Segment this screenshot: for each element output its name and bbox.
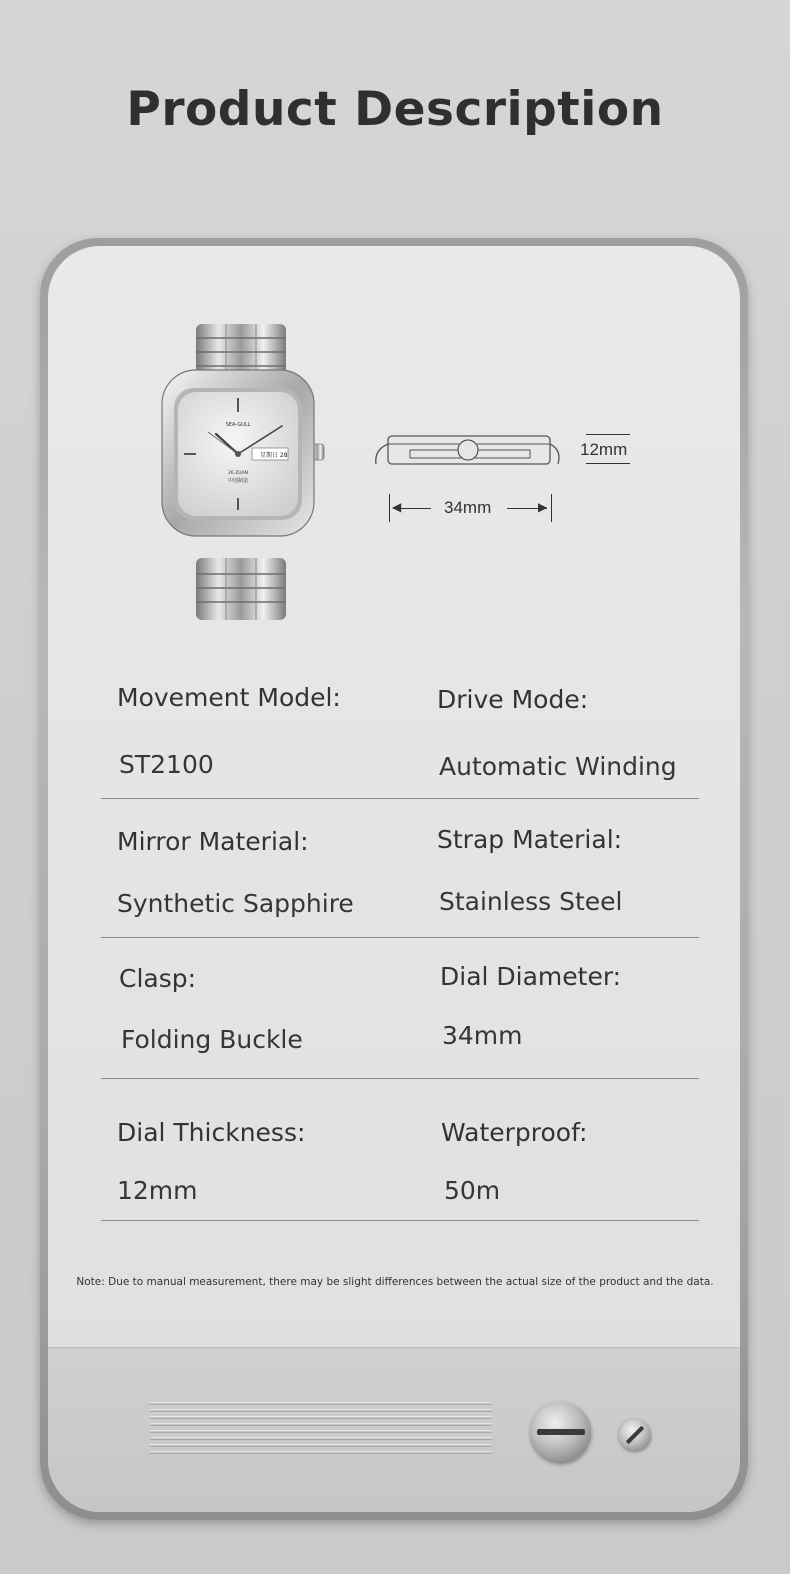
spec-label-clasp: Clasp: — [119, 964, 197, 993]
height-dimension-line-top — [586, 434, 630, 435]
screw-icon — [531, 1402, 591, 1462]
height-dimension-label: 12mm — [580, 440, 628, 459]
spec-value-clasp: Folding Buckle — [121, 1025, 303, 1054]
dial-brand: SEA-GULL — [225, 422, 251, 428]
spec-value-waterproof: 50m — [444, 1176, 501, 1205]
page-title: Product Description — [126, 82, 664, 137]
arrow-left-icon: ◀ — [392, 500, 402, 514]
spec-value-strap-material: Stainless Steel — [439, 887, 623, 916]
vent-grille-icon — [150, 1402, 492, 1464]
divider — [101, 1078, 699, 1079]
divider — [101, 937, 699, 938]
width-dimension-tick-right — [551, 494, 552, 522]
width-dimension-tick-left — [389, 494, 390, 522]
spec-label-mirror-material: Mirror Material: — [117, 827, 309, 856]
spec-label-dial-diameter: Dial Diameter: — [440, 962, 622, 991]
spec-label-drive-mode: Drive Mode: — [437, 685, 589, 714]
spec-value-dial-thickness: 12mm — [117, 1176, 198, 1205]
divider — [101, 1220, 699, 1221]
height-dimension-line-bottom — [586, 463, 630, 464]
spec-value-movement-model: ST2100 — [119, 750, 214, 779]
spec-label-movement-model: Movement Model: — [117, 683, 341, 712]
measurement-note: Note: Due to manual measurement, there may be slight differences between the actual size of the product and the data. — [76, 1276, 714, 1288]
dial-line2: 中国制造 — [227, 478, 249, 484]
dial-calendar: 星期日 28 — [260, 452, 288, 459]
divider — [101, 798, 699, 799]
arrow-right-icon: ▶ — [538, 500, 548, 514]
screw-small-icon — [619, 1419, 651, 1451]
spec-label-waterproof: Waterproof: — [441, 1118, 588, 1147]
spec-value-mirror-material: Synthetic Sapphire — [117, 889, 354, 918]
watch-image — [160, 322, 326, 624]
spec-value-drive-mode: Automatic Winding — [439, 752, 677, 781]
spec-value-dial-diameter: 34mm — [442, 1021, 523, 1050]
width-dimension-label: 34mm — [444, 498, 492, 517]
bracelet-bottom — [196, 558, 286, 620]
spec-label-dial-thickness: Dial Thickness: — [117, 1118, 306, 1147]
spec-label-strap-material: Strap Material: — [437, 825, 623, 854]
watch-side-profile-icon — [370, 430, 570, 470]
dial-line1: 26 ZUAN — [228, 471, 248, 476]
